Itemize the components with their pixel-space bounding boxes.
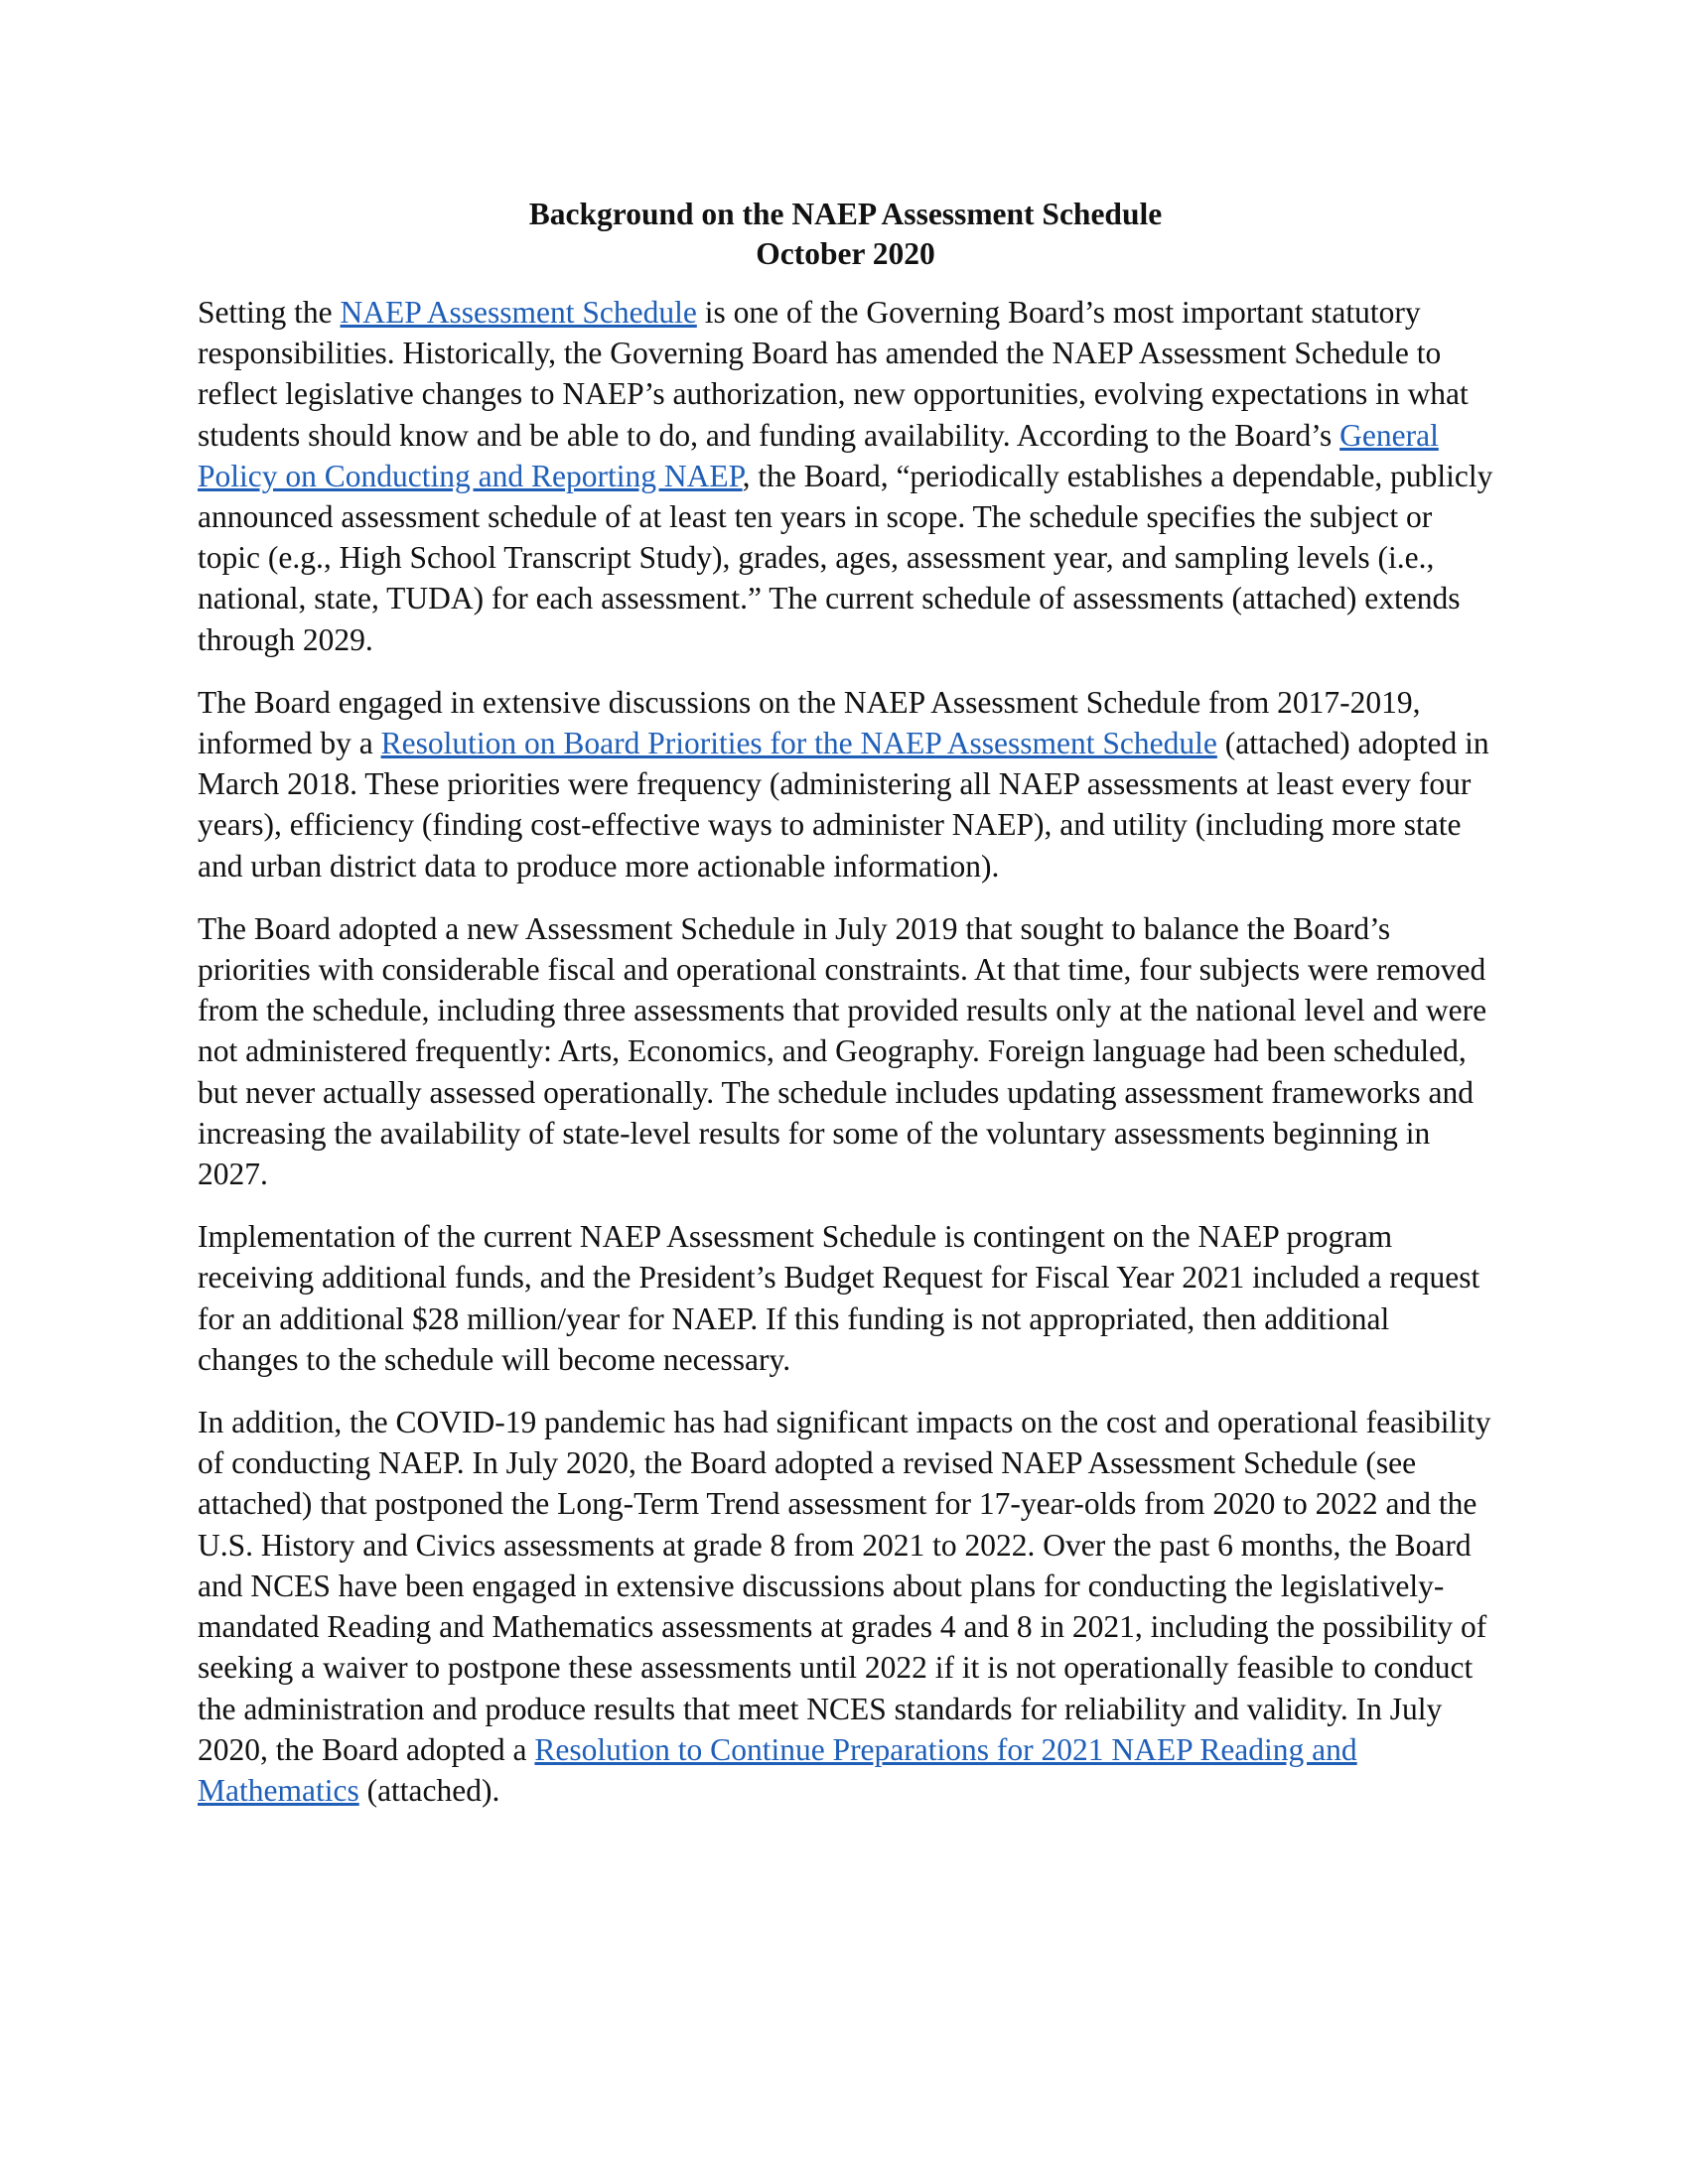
paragraph-4: Implementation of the current NAEP Assessment Schedule is contingent on the NAEP program receiving additional funds, and the President’s Budget Request for Fiscal Year 2021 included a request for an additional $28 million/year for NAEP. If this funding is not appropriated, then additional changes to the schedule will become necessary. <box>198 1219 1480 1377</box>
paragraph-1 <box>198 292 1493 660</box>
paragraph-5-text-b: (attached). <box>358 1772 500 1808</box>
paragraph-1-text-a: Setting the <box>198 295 341 330</box>
paragraph-2 <box>198 682 1493 887</box>
paragraph-1-text-b: is one of the Governing Board’s most important statutory responsibilities. Historically, the Governing Board has amended the NAEP Assessment Schedule to reflect legislative changes to NAEP’s authorization, new opportunities, evolving expectations in what students should know and be able to do, and funding availability. According to the Board’s <box>198 295 1469 453</box>
link-resolution-continue-preparations[interactable]: Resolution to Continue Preparations for 2021 NAEP Reading and Mathematics <box>198 1731 1357 1808</box>
paragraph-5-text-a: In addition, the COVID-19 pandemic has had significant impacts on the cost and operational feasibility of conducting NAEP. In July 2020, the Board adopted a revised NAEP Assessment Schedule (see attached) that postponed the Long-Term Trend assessment for 17-year-olds from 2020 to 2022 and the U.S. History and Civics assessments at grade 8 from 2021 to 2022. Over the past 6 months, the Board and NCES have been engaged in extensive discussions about plans for conducting the legislatively-mandated Reading and Mathematics assessments at grades 4 and 8 in 2021, including the possibility of seeking a waiver to postpone these assessments until 2022 if it is not operationally feasible to conduct the administration and produce results that meet NCES standards for reliability and validity. In July 2020, the Board adopted a <box>198 1405 1491 1767</box>
paragraph-5 <box>198 1402 1493 1811</box>
document-page <box>198 195 1493 1833</box>
paragraph-2-text-b: (attached) adopted in March 2018. These priorities were frequency (administering all NAEP assessments at least every four years), efficiency (finding cost-effective ways to administer NAEP), and utility (including more state and urban district data to produce more actionable information). <box>198 726 1489 884</box>
paragraph-2-text-a: The Board engaged in extensive discussions on the NAEP Assessment Schedule from 2017-2019, informed by a <box>198 684 1421 761</box>
paragraph-3: The Board adopted a new Assessment Schedule in July 2019 that sought to balance the Board’s priorities with considerable fiscal and operational constraints. At that time, four subjects were removed from the schedule, including three assessments that provided results only at the national level and were not administered frequently: Arts, Economics, and Geography. Foreign language had been scheduled, but never actually assessed operationally. The schedule includes updating assessment frameworks and increasing the availability of state-level results for some of the voluntary assessments beginning in 2027. <box>198 910 1487 1192</box>
link-resolution-board-priorities[interactable]: Resolution on Board Priorities for the NAEP Assessment Schedule <box>380 726 1217 761</box>
link-general-policy[interactable]: General Policy on Conducting and Reporting NAEP <box>198 417 1439 493</box>
paragraph-1-text-c: , the Board, “periodically establishes a dependable, publicly announced assessment schedule of at least ten years in scope. The schedule specifies the subject or topic (e.g., High School Transcript Study), grades, ages, assessment year, and sampling levels (i.e., national, state, TUDA) for each assessment.” The current schedule of assessments (attached) extends through 2029. <box>198 458 1493 657</box>
document-title-block <box>198 195 1493 274</box>
link-naep-assessment-schedule[interactable]: NAEP Assessment Schedule <box>340 295 697 330</box>
document-date: October 2020 <box>756 236 935 271</box>
document-title: Background on the NAEP Assessment Schedule <box>528 197 1163 231</box>
